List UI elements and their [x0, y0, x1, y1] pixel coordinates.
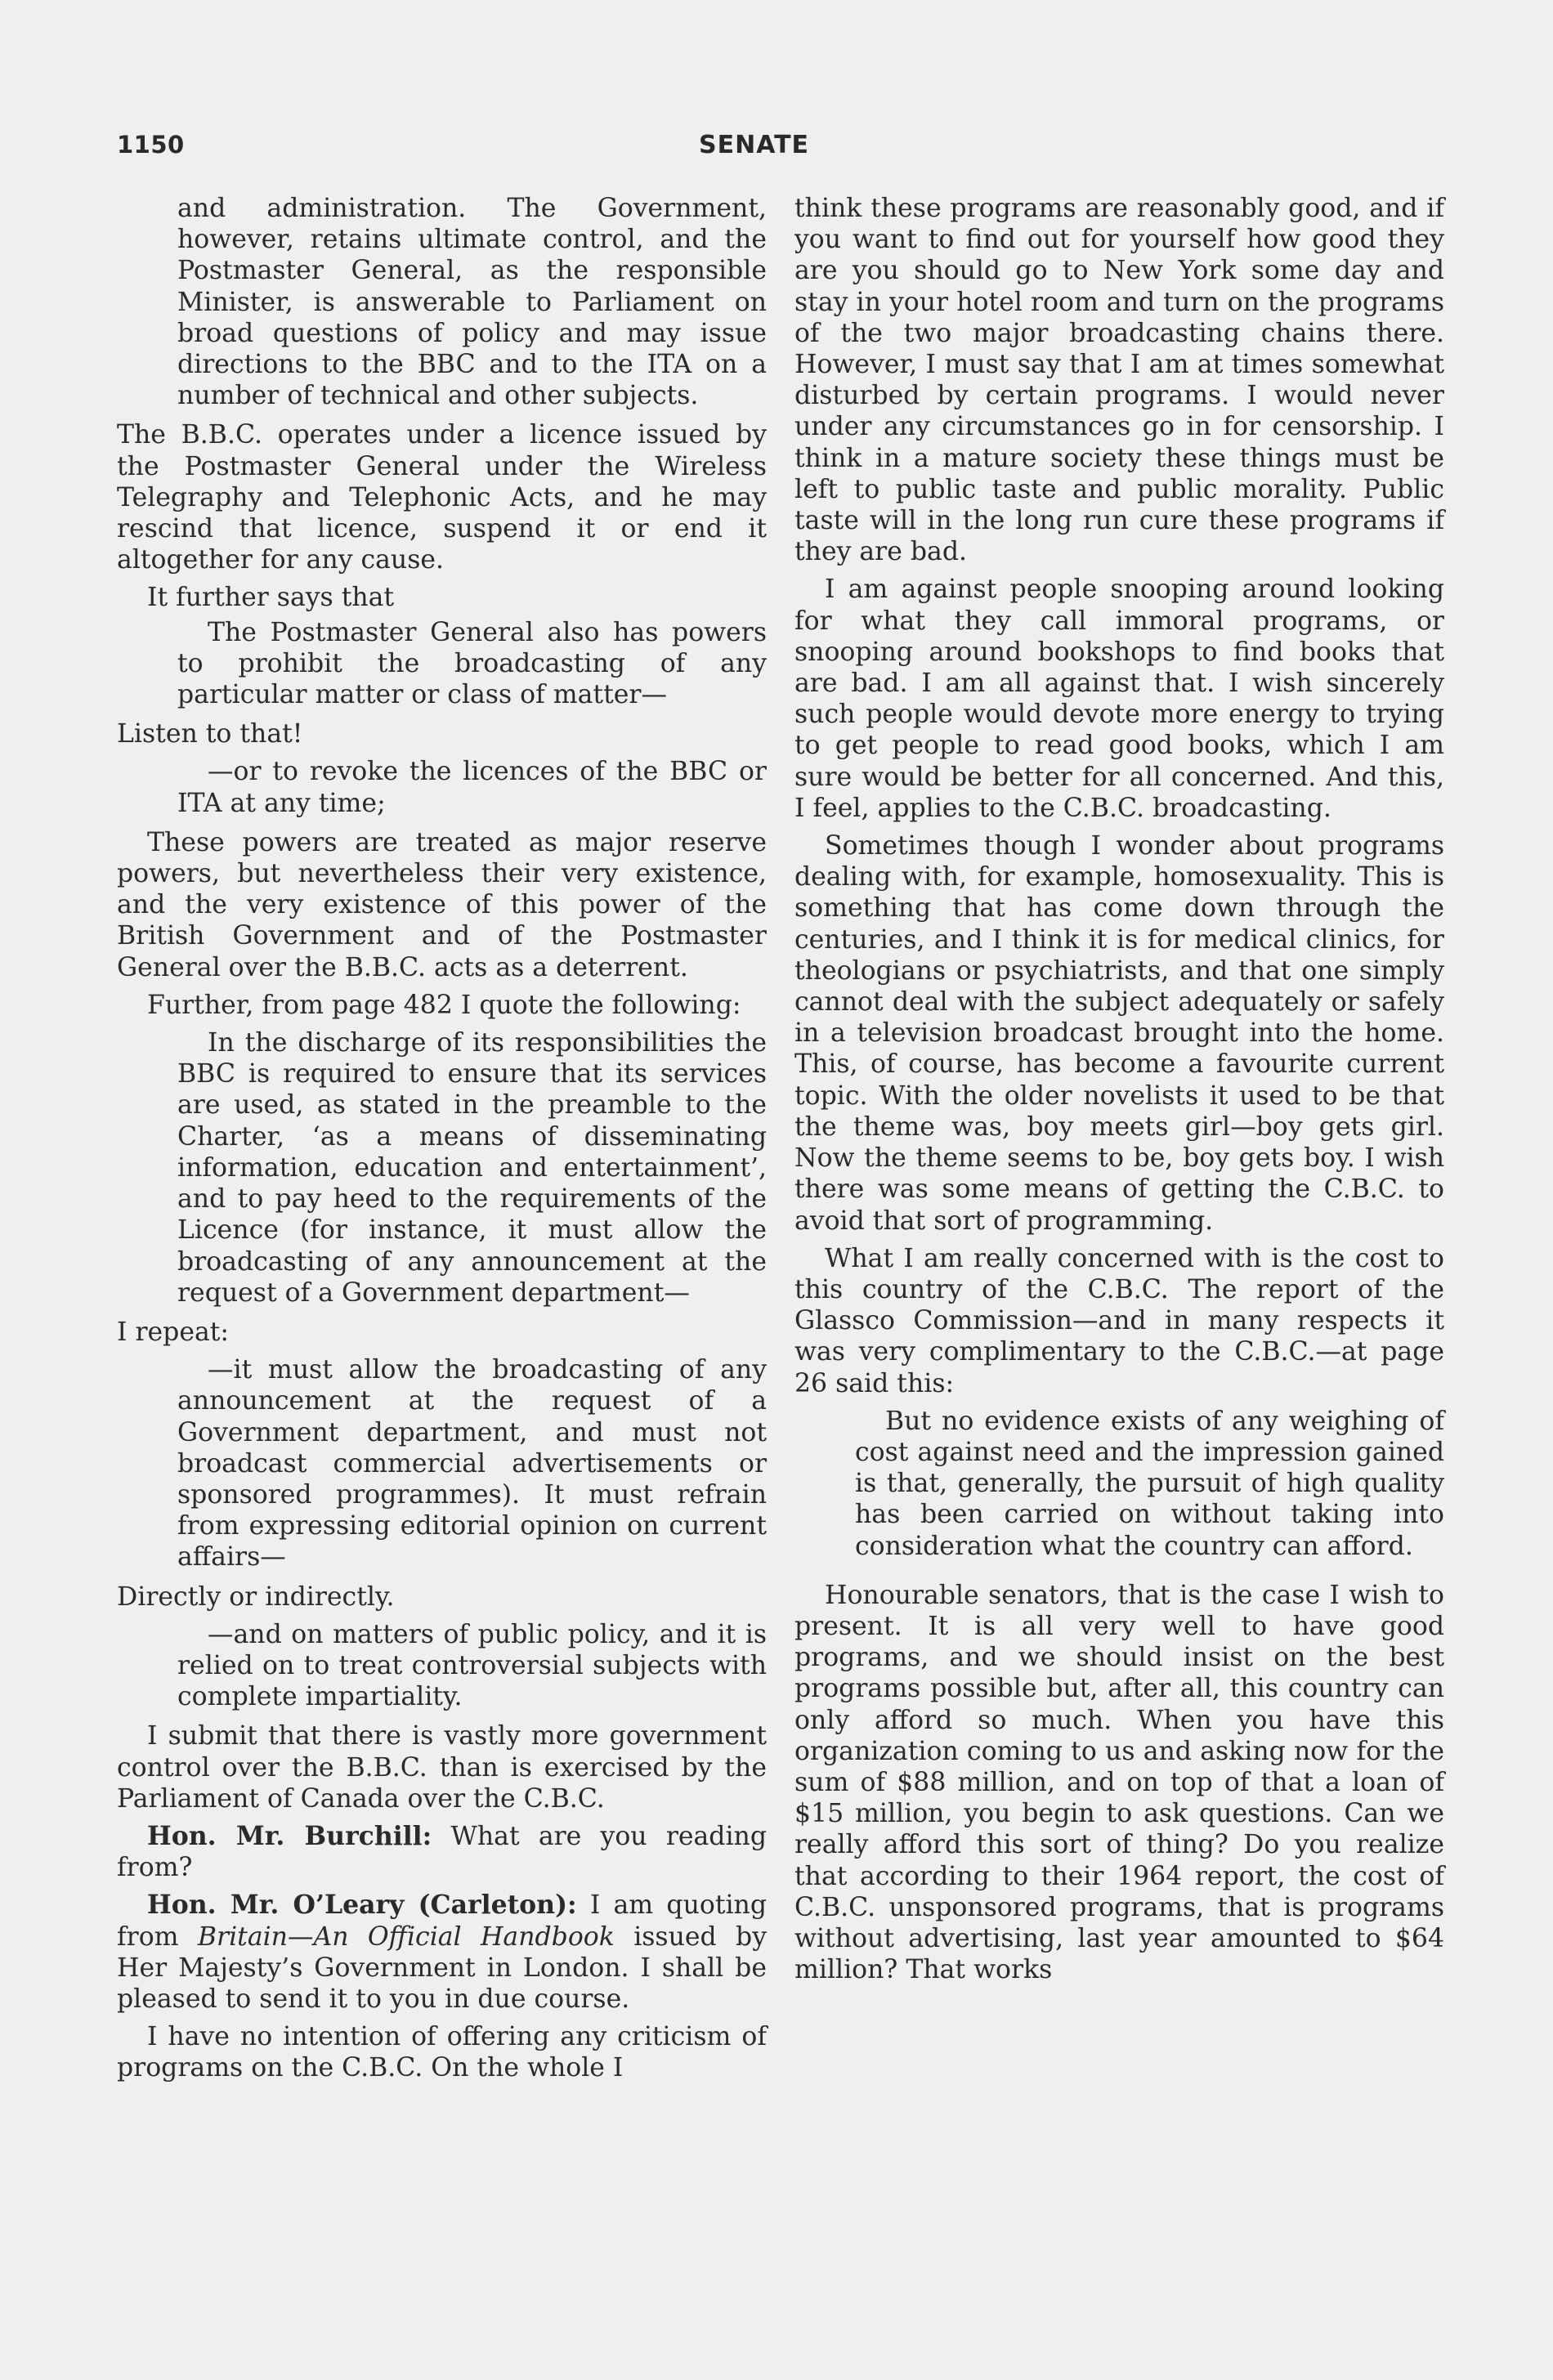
- speaker-name: Hon. Mr. Burchill:: [147, 1820, 432, 1851]
- paragraph: I submit that there is vastly more government control over the B.B.C. than is exercised by the Parliament of Canada over the C.B.C.: [117, 1721, 767, 1814]
- paragraph: Honourable senators, that is the case I wish to present. It is all very well to have good programs, and we should insist on the best programs possible but, after all, this country can only afford so much. When you have this organization coming to us and asking now for the sum of $88 million, and on top of that a loan of $15 million, you begin to ask questions. Can we really afford this sort of thing? Do you realize that according to their 1964 report, the cost of C.B.C. unsponsored programs, that is programs without advertising, last year amounted to $64 million? That works: [794, 1580, 1444, 1985]
- speech-text: I am quoting from: [117, 1890, 768, 1952]
- quote-block: In the discharge of its responsibilities the BBC is required to ensure that its services are used, as stated in the preamble to the Charter, ‘as a means of disseminating information, education and entertainment’, and to pay heed to the requirements of the Licence (for instance, it must allow the broadcasting of any announcement at the request of a Government department—: [177, 1028, 767, 1308]
- paragraph: Directly or indirectly.: [117, 1581, 395, 1612]
- paragraph: These powers are treated as major reserve powers, but nevertheless their very existence, and the very existence of this power of the British Government and of the Postmaster General over the B.B.C. acts as a deterrent.: [117, 827, 767, 982]
- quote-block: —it must allow the broadcasting of any announcement at the request of a Government department, and must not broadcast commercial advertisements or sponsored programmes). It must refrain from expressing editorial opinion on current affairs—: [177, 1355, 767, 1572]
- book-title: Britain—An Official Handbook: [197, 1921, 615, 1952]
- paragraph: What I am really concerned with is the cost to this country of the C.B.C. The report of the Glassco Commission—and in many respects it was very complimentary to the C.B.C.—at page 26 said this:: [794, 1243, 1444, 1398]
- quote-block: But no evidence exists of any weighing of cost against need and the impression gained is that, generally, the pursuit of high quality has been carried on without taking into consideration what the country can afford.: [855, 1406, 1444, 1561]
- paragraph: It further says that: [147, 583, 395, 613]
- paragraph: I am against people snooping around looking for what they call immoral programs, or snooping around bookshops to find books that are bad. I am all against that. I wish sincerely such people would devote more energy to trying to get people to read good books, which I am sure would be better for all concerned. And this, I feel, applies to the C.B.C. broadcasting.: [794, 575, 1444, 823]
- quote-block: —or to revoke the licences of the BBC or ITA at any time;: [177, 757, 767, 818]
- paragraph: think these programs are reasonably good, and if you want to find out for yourself how good they are you should go to New York some day and stay in your hotel room and turn on the programs of the two major broadcasting chains there. However, I must say that I am at times somewhat disturbed by certain programs. I would never under any circumstances go in for censorship. I think in a mature society these things must be left to public taste and public morality. Public taste will in the long run cure these programs if they are bad.: [794, 194, 1444, 567]
- speech-text: What are you reading from?: [117, 1821, 767, 1883]
- speaker-paragraph: [117, 1821, 767, 1883]
- page-title: SENATE: [699, 131, 810, 159]
- paragraph: Further, from page 482 I quote the following:: [147, 990, 741, 1020]
- quote-block: The Postmaster General also has powers to prohibit the broadcasting of any particular matter or class of matter—: [177, 617, 767, 710]
- page-header: [0, 131, 1553, 172]
- paragraph: The B.B.C. operates under a licence issued by the Postmaster General under the Wireless Telegraphy and Telephonic Acts, and he may rescind that licence, suspend it or end it altogether for any cause.: [117, 420, 767, 575]
- paragraph: Listen to that!: [117, 719, 303, 749]
- paragraph: Sometimes though I wonder about programs dealing with, for example, homosexuality. This is something that has come down through the centuries, and I think it is for medical clinics, for theologians or psychiatrists, and that one simply cannot deal with the subject adequately or safely in a television broadcast brought into the home. This, of course, has become a favourite current topic. With the older novelists it used to be that the theme was, boy meets girl—boy gets girl. Now the theme seems to be, boy gets boy. I wish there was some means of getting the C.B.C. to avoid that sort of programming.: [794, 831, 1444, 1236]
- quote-block: —and on matters of public policy, and it is relied on to treat controversial subjects with complete impartiality.: [177, 1619, 767, 1712]
- speaker-paragraph: [117, 1890, 767, 2015]
- left-column: [117, 193, 767, 2091]
- quote-block: and administration. The Government, however, retains ultimate control, and the Postmaster General, as the responsible Minister, is answerable to Parliament on broad questions of policy and may issue directions to the BBC and to the ITA on a number of technical and other subjects.: [177, 194, 767, 411]
- paragraph: I have no intention of offering any criticism of programs on the C.B.C. On the whole I: [117, 2022, 767, 2083]
- paragraph: I repeat:: [117, 1317, 230, 1347]
- speech-text: issued by Her Majesty’s Government in London. I shall be pleased to send it to you in due course.: [117, 1921, 767, 2014]
- right-column: [794, 193, 1444, 1992]
- speaker-name: Hon. Mr. O’Leary (Carleton):: [147, 1890, 577, 1921]
- page-number: 1150: [117, 131, 185, 159]
